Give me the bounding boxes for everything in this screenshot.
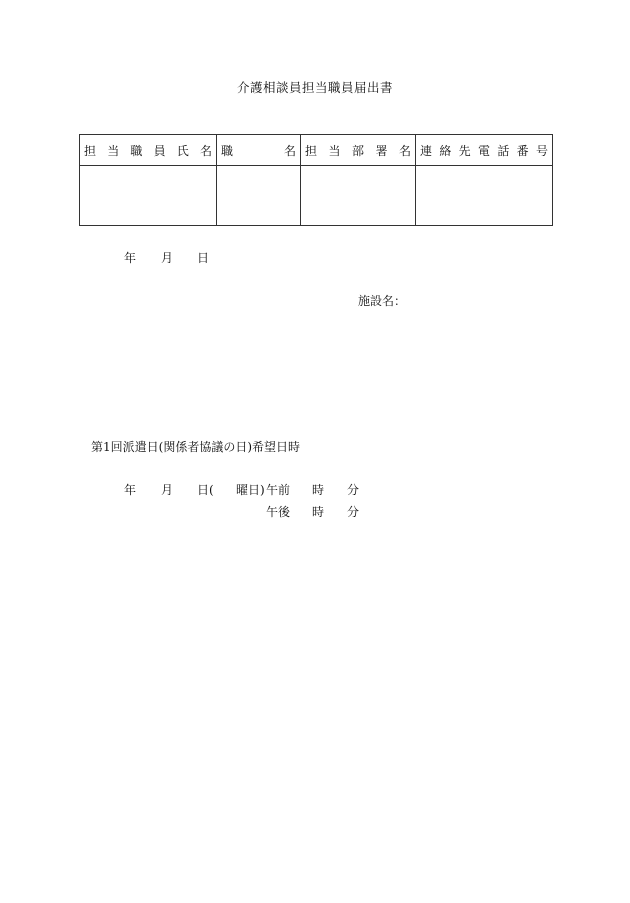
- dispatch-am-minute-label: 分: [347, 483, 360, 497]
- dispatch-pm-label: 午後: [266, 505, 291, 519]
- table-row: [80, 166, 553, 226]
- cell-contact-phone[interactable]: [416, 166, 553, 226]
- header-contact-phone: 連 絡 先 電 話 番 号: [416, 135, 553, 166]
- header-position: 職 名: [217, 135, 301, 166]
- date-day-label: 日: [197, 251, 210, 265]
- header-staff-name: 担 当 職 員 氏 名: [80, 135, 217, 166]
- dispatch-weekday-label: 曜日): [236, 483, 265, 497]
- dispatch-year-label: 年: [124, 483, 137, 497]
- cell-staff-name[interactable]: [80, 166, 217, 226]
- dispatch-am-hour-label: 時: [312, 483, 325, 497]
- table-header-row: [80, 135, 553, 166]
- cell-department[interactable]: [301, 166, 416, 226]
- dispatch-pm-minute-label: 分: [347, 505, 360, 519]
- document-title: 介護相談員担当職員届出書: [236, 80, 393, 95]
- cell-position[interactable]: [217, 166, 301, 226]
- dispatch-pm-hour-label: 時: [312, 505, 325, 519]
- dispatch-heading: 第1回派遣日(関係者協議の日)希望日時: [91, 440, 300, 454]
- date-month-label: 月: [161, 251, 174, 265]
- dispatch-day-label: 日(: [197, 483, 214, 497]
- facility-name-label: 施設名：: [358, 294, 407, 308]
- dispatch-month-label: 月: [161, 483, 174, 497]
- date-year-label: 年: [124, 251, 137, 265]
- dispatch-am-label: 午前: [266, 483, 291, 497]
- staff-info-table: [79, 134, 553, 226]
- header-department: 担 当 部 署 名: [301, 135, 416, 166]
